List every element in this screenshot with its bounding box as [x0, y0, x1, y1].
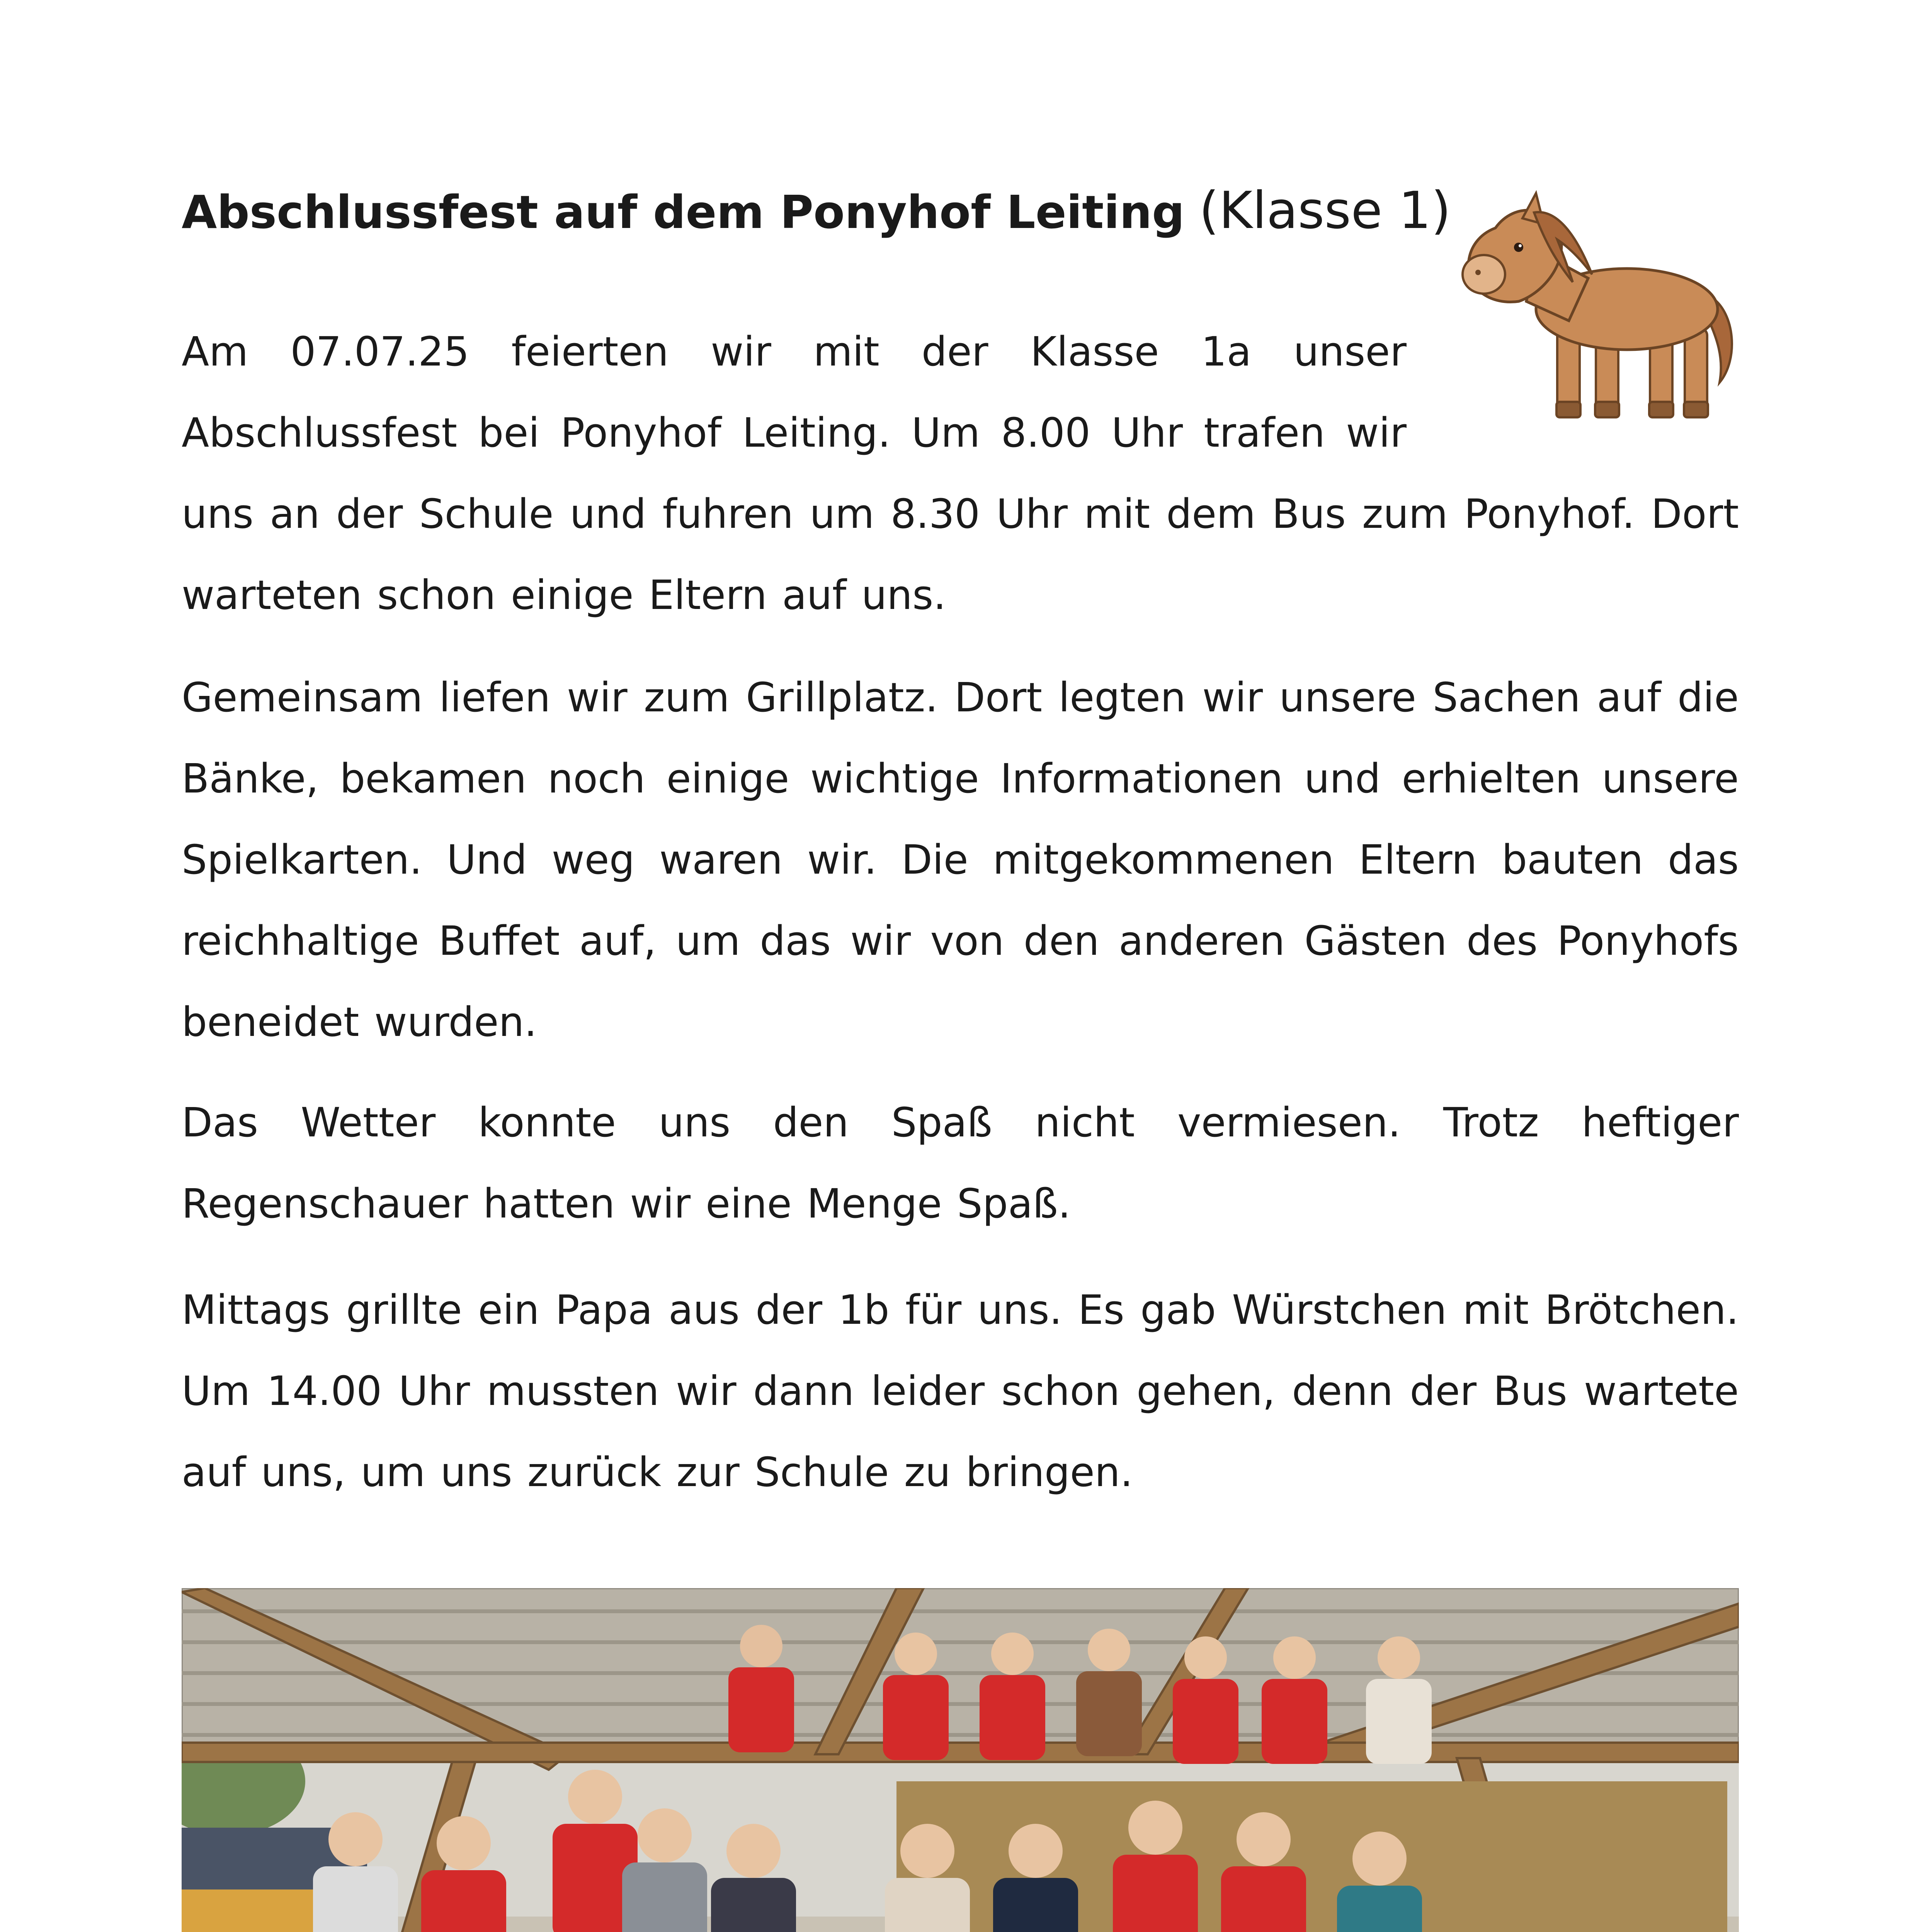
paragraph-1-rest: uns an der Schule und fuhren um 8.30 Uhr mit dem Bus zum Ponyhof. Dort warteten schon einige Eltern auf uns. [182, 490, 1739, 619]
title-main: Abschlussfest auf dem Ponyhof Leiting [182, 185, 1185, 239]
paragraph-1-line-2: Abschlussfest bei Ponyhof Leiting. Um 8.00 Uhr trafen wir [182, 409, 1407, 456]
paragraph-4: Mittags grillte ein Papa aus der 1b für uns. Es gab Würstchen mit Brötchen. Um 14.00 Uhr mussten wir dann leider schon gehen, denn der Bus wartete auf uns, um uns zurück zur Schule zu bringen. [182, 1286, 1739, 1496]
title-suffix: (Klasse 1) [1199, 181, 1451, 240]
page-title [182, 176, 1457, 247]
class-photo [182, 1588, 1739, 1932]
paragraph-2: Gemeinsam liefen wir zum Grillplatz. Dort legten wir unsere Sachen auf die Bänke, bekamen noch einige wichtige Informationen und erhielten unsere Spielkarten. Und weg waren wir. Die mitgekommenen Eltern bauten das reichhaltige Buffet auf, um das wir von den anderen Gästen des Ponyhofs beneidet wurden. [182, 674, 1739, 1046]
paragraph-3: Das Wetter konnte uns den Spaß nicht vermiesen. Trotz heftiger Regenschauer hatten wir eine Menge Spaß. [182, 1099, 1739, 1227]
paragraph-1-line-1: Am 07.07.25 feierten wir mit der Klasse 1a unser [182, 328, 1407, 375]
class-photo-illustration [182, 1588, 1739, 1932]
paragraph-1 [182, 311, 1739, 636]
